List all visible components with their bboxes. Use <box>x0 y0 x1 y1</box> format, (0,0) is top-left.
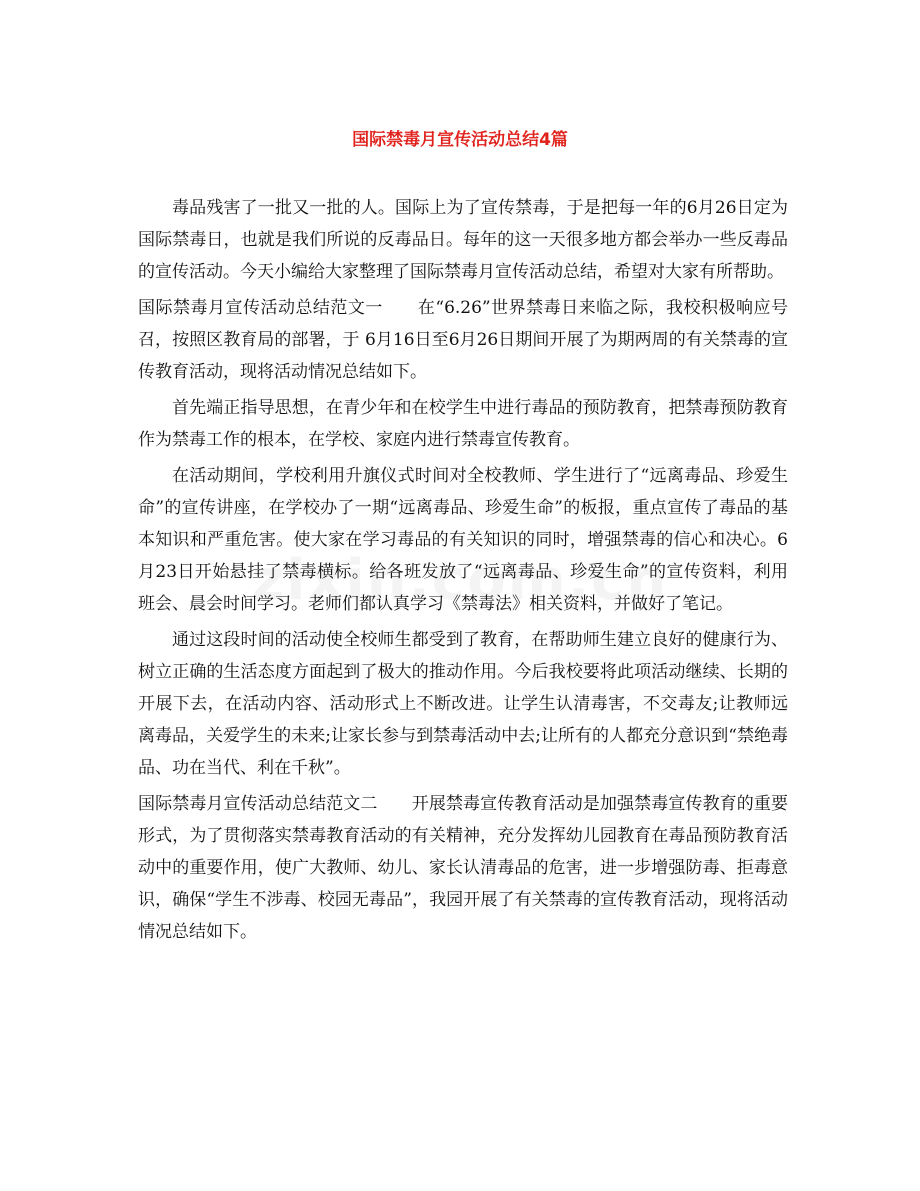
paragraph-activity-period: 在活动期间，学校利用升旗仪式时间对全校教师、学生进行了“远离毒品、珍爱生命”的宣传讲座，在学校办了一期“远离毒品、珍爱生命”的板报，重点宣传了毒品的基本知识和严重危害。使大家在学习毒品的有关知识的同时，增强禁毒的信心和决心。6月23日开始悬挂了禁毒横标。给各班发放了“远离毒品、珍爱生命”的宣传资料，利用班会、晨会时间学习。老师们都认真学习《禁毒法》相关资料，并做好了笔记。 <box>138 466 788 614</box>
paragraph-intro: 毒品残害了一批又一批的人。国际上为了宣传禁毒，于是把每一年的6月26日定为国际禁毒日，也就是我们所说的反毒品日。每年的这一天很多地方都会举办一些反毒品的宣传活动。今天小编给大家整理了国际禁毒月宣传活动总结，希望对大家有所帮助。 <box>138 198 788 282</box>
document-title: 国际禁毒月宣传活动总结4篇 <box>352 130 568 150</box>
paragraph-guiding-thought: 首先端正指导思想，在青少年和在校学生中进行毒品的预防教育，把禁毒预防教育作为禁毒工作的根本，在学校、家庭内进行禁毒宣传教育。 <box>138 398 788 450</box>
paragraph-sample-one-heading: 国际禁毒月宣传活动总结范文一 在“6.26”世界禁毒日来临之际，我校积极响应号召，按照区教育局的部署，于 6月16日至6月26日期间开展了为期两周的有关禁毒的宣传教育活动，现将活动情况总结如下。 <box>138 298 788 382</box>
paragraph-sample-two-heading: 国际禁毒月宣传活动总结范文二 开展禁毒宣传教育活动是加强禁毒宣传教育的重要形式，为了贯彻落实禁毒教育活动的有关精神，充分发挥幼儿园教育在毒品预防教育活动中的重要作用，使广大教师、幼儿、家长认清毒品的危害，进一步增强防毒、拒毒意识，确保“学生不涉毒、校园无毒品”，我园开展了有关禁毒的宣传教育活动，现将活动情况总结如下。 <box>138 794 788 942</box>
document-body <box>138 192 788 952</box>
paragraph-results: 通过这段时间的活动使全校师生都受到了教育，在帮助师生建立良好的健康行为、树立正确的生活态度方面起到了极大的推动作用。今后我校要将此项活动继续、长期的开展下去，在活动内容、活动形式上不断改进。让学生认清毒害，不交毒友;让教师远离毒品，关爱学生的未来;让家长参与到禁毒活动中去;让所有的人都充分意识到“禁绝毒品、功在当代、利在千秋”。 <box>138 630 788 778</box>
